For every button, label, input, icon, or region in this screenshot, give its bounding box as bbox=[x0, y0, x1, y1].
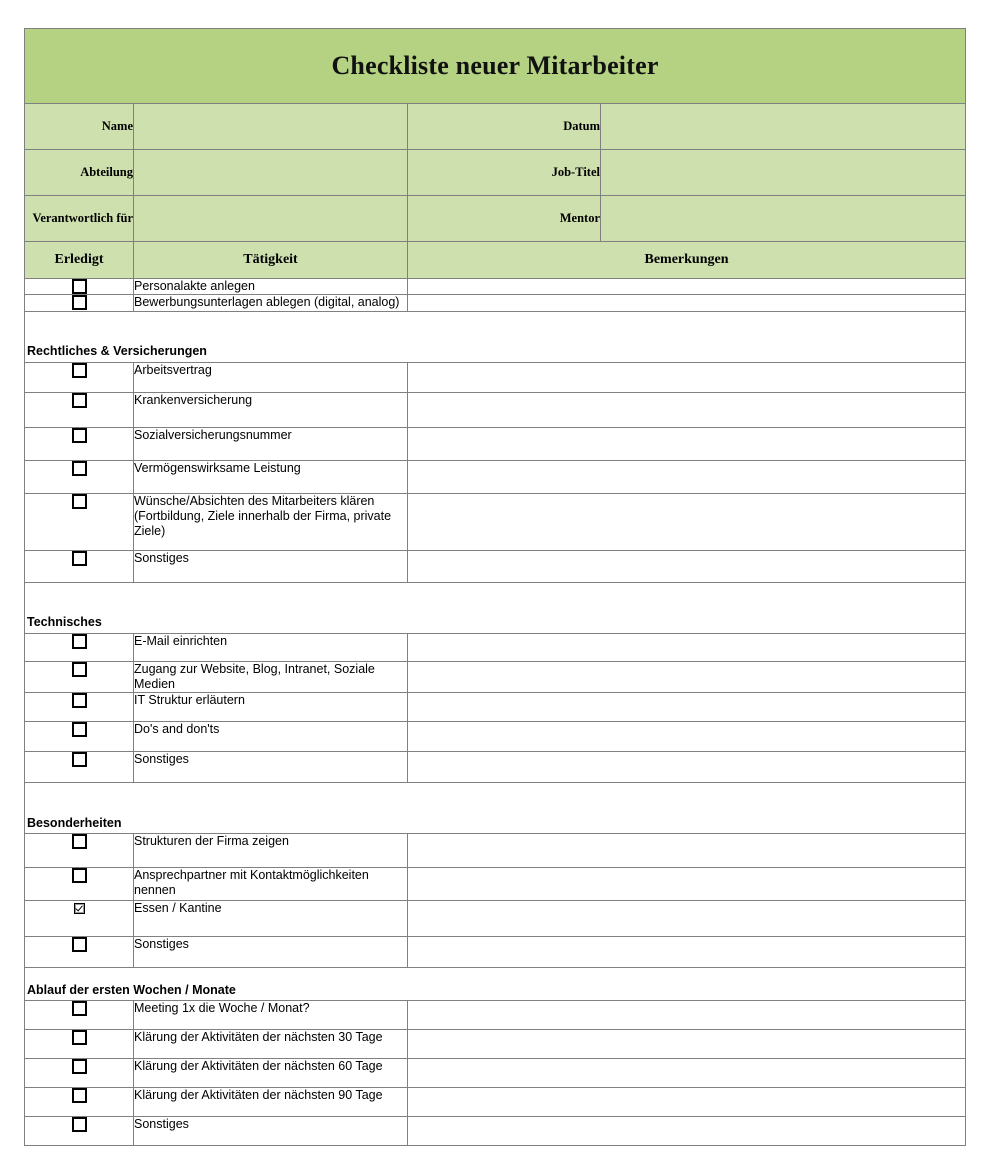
document-title: Checkliste neuer Mitarbeiter bbox=[25, 29, 966, 104]
task-row bbox=[25, 1001, 966, 1030]
column-header-done: Erledigt bbox=[25, 242, 134, 279]
remark-input[interactable] bbox=[408, 901, 966, 937]
remark-input[interactable] bbox=[408, 460, 966, 493]
meta-row bbox=[25, 196, 966, 242]
meta-label-right: Job-Titel bbox=[408, 150, 601, 196]
task-row bbox=[25, 427, 966, 460]
done-cell[interactable] bbox=[25, 1088, 134, 1117]
task-label: Do's and don'ts bbox=[134, 722, 408, 752]
task-row bbox=[25, 868, 966, 901]
checkbox-unchecked-icon[interactable] bbox=[72, 722, 87, 737]
done-cell[interactable] bbox=[25, 937, 134, 968]
task-row bbox=[25, 1030, 966, 1059]
remark-input[interactable] bbox=[408, 661, 966, 693]
remark-input[interactable] bbox=[408, 693, 966, 722]
task-row bbox=[25, 1088, 966, 1117]
task-row bbox=[25, 661, 966, 693]
checkbox-unchecked-icon[interactable] bbox=[72, 1030, 87, 1045]
remark-input[interactable] bbox=[408, 1088, 966, 1117]
meta-input-left[interactable] bbox=[134, 104, 408, 150]
remark-input[interactable] bbox=[408, 868, 966, 901]
done-cell[interactable] bbox=[25, 633, 134, 661]
done-cell[interactable] bbox=[25, 493, 134, 550]
done-cell[interactable] bbox=[25, 834, 134, 868]
column-header-remarks: Bemerkungen bbox=[408, 242, 966, 279]
checkbox-unchecked-icon[interactable] bbox=[72, 551, 87, 566]
checkbox-unchecked-icon[interactable] bbox=[72, 868, 87, 883]
remark-input[interactable] bbox=[408, 427, 966, 460]
meta-label-right: Mentor bbox=[408, 196, 601, 242]
meta-input-right[interactable] bbox=[601, 196, 966, 242]
section-heading-row bbox=[25, 582, 966, 633]
section-heading: Besonderheiten bbox=[25, 783, 966, 834]
meta-label-left: Name bbox=[25, 104, 134, 150]
done-cell[interactable] bbox=[25, 362, 134, 392]
task-row bbox=[25, 633, 966, 661]
done-cell[interactable] bbox=[25, 295, 134, 311]
remark-input[interactable] bbox=[408, 937, 966, 968]
checkbox-unchecked-icon[interactable] bbox=[72, 494, 87, 509]
remark-input[interactable] bbox=[408, 295, 966, 311]
remark-input[interactable] bbox=[408, 1030, 966, 1059]
checkbox-unchecked-icon[interactable] bbox=[72, 1088, 87, 1103]
task-label: Sonstiges bbox=[134, 752, 408, 783]
done-cell[interactable] bbox=[25, 550, 134, 582]
task-row bbox=[25, 550, 966, 582]
task-label: Sonstiges bbox=[134, 550, 408, 582]
checklist-table bbox=[24, 28, 966, 1146]
task-label: Personalakte anlegen bbox=[134, 279, 408, 295]
done-cell[interactable] bbox=[25, 279, 134, 295]
task-row bbox=[25, 834, 966, 868]
checkbox-unchecked-icon[interactable] bbox=[72, 295, 87, 310]
done-cell[interactable] bbox=[25, 752, 134, 783]
task-label: Krankenversicherung bbox=[134, 392, 408, 427]
task-row bbox=[25, 752, 966, 783]
remark-input[interactable] bbox=[408, 362, 966, 392]
column-header-task: Tätigkeit bbox=[134, 242, 408, 279]
task-row bbox=[25, 362, 966, 392]
meta-label-right: Datum bbox=[408, 104, 601, 150]
checkbox-unchecked-icon[interactable] bbox=[72, 662, 87, 677]
remark-input[interactable] bbox=[408, 1059, 966, 1088]
done-cell[interactable] bbox=[25, 427, 134, 460]
done-cell[interactable] bbox=[25, 1001, 134, 1030]
remark-input[interactable] bbox=[408, 633, 966, 661]
checkbox-unchecked-icon[interactable] bbox=[72, 1117, 87, 1132]
checkbox-unchecked-icon[interactable] bbox=[72, 461, 87, 476]
section-heading-row bbox=[25, 968, 966, 1001]
task-label: Arbeitsvertrag bbox=[134, 362, 408, 392]
done-cell[interactable] bbox=[25, 1117, 134, 1146]
column-header-row bbox=[25, 242, 966, 279]
meta-input-right[interactable] bbox=[601, 104, 966, 150]
done-cell[interactable] bbox=[25, 868, 134, 901]
checkbox-unchecked-icon[interactable] bbox=[72, 393, 87, 408]
checkbox-unchecked-icon[interactable] bbox=[72, 834, 87, 849]
remark-input[interactable] bbox=[408, 392, 966, 427]
remark-input[interactable] bbox=[408, 722, 966, 752]
done-cell[interactable] bbox=[25, 1059, 134, 1088]
section-heading-row bbox=[25, 311, 966, 362]
checkbox-unchecked-icon[interactable] bbox=[72, 1059, 87, 1074]
meta-input-right[interactable] bbox=[601, 150, 966, 196]
section-heading-row bbox=[25, 783, 966, 834]
meta-label-left: Verantwortlich für bbox=[25, 196, 134, 242]
task-label: E-Mail einrichten bbox=[134, 633, 408, 661]
done-cell[interactable] bbox=[25, 460, 134, 493]
section-heading: Technisches bbox=[25, 582, 966, 633]
remark-input[interactable] bbox=[408, 550, 966, 582]
task-row bbox=[25, 460, 966, 493]
task-label: Vermögenswirksame Leistung bbox=[134, 460, 408, 493]
meta-input-left[interactable] bbox=[134, 150, 408, 196]
remark-input[interactable] bbox=[408, 279, 966, 295]
task-row bbox=[25, 901, 966, 937]
meta-label-left: Abteilung bbox=[25, 150, 134, 196]
checkbox-unchecked-icon[interactable] bbox=[72, 693, 87, 708]
task-label: Sozialversicherungsnummer bbox=[134, 427, 408, 460]
task-row bbox=[25, 295, 966, 311]
task-row bbox=[25, 937, 966, 968]
task-label: Sonstiges bbox=[134, 937, 408, 968]
task-row bbox=[25, 722, 966, 752]
meta-input-left[interactable] bbox=[134, 196, 408, 242]
task-label: Bewerbungsunterlagen ablegen (digital, analog) bbox=[134, 295, 408, 311]
checkbox-checked-icon[interactable] bbox=[74, 903, 85, 914]
done-cell[interactable] bbox=[25, 901, 134, 937]
task-label: Sonstiges bbox=[134, 1117, 408, 1146]
task-label: Zugang zur Website, Blog, Intranet, Soziale Medien bbox=[134, 661, 408, 693]
task-label: Ansprechpartner mit Kontaktmöglichkeiten nennen bbox=[134, 868, 408, 901]
task-label: Strukturen der Firma zeigen bbox=[134, 834, 408, 868]
done-cell[interactable] bbox=[25, 392, 134, 427]
checkbox-unchecked-icon[interactable] bbox=[72, 428, 87, 443]
meta-row bbox=[25, 150, 966, 196]
task-label: Klärung der Aktivitäten der nächsten 30 Tage bbox=[134, 1030, 408, 1059]
done-cell[interactable] bbox=[25, 722, 134, 752]
checkbox-unchecked-icon[interactable] bbox=[72, 752, 87, 767]
task-row bbox=[25, 1059, 966, 1088]
title-row bbox=[25, 29, 966, 104]
remark-input[interactable] bbox=[408, 493, 966, 550]
checkbox-unchecked-icon[interactable] bbox=[72, 279, 87, 294]
task-label: IT Struktur erläutern bbox=[134, 693, 408, 722]
remark-input[interactable] bbox=[408, 752, 966, 783]
task-row bbox=[25, 1117, 966, 1146]
section-heading: Ablauf der ersten Wochen / Monate bbox=[25, 968, 966, 1001]
done-cell[interactable] bbox=[25, 693, 134, 722]
task-label: Klärung der Aktivitäten der nächsten 60 Tage bbox=[134, 1059, 408, 1088]
checkbox-unchecked-icon[interactable] bbox=[72, 1001, 87, 1016]
section-heading: Rechtliches & Versicherungen bbox=[25, 311, 966, 362]
task-label: Meeting 1x die Woche / Monat? bbox=[134, 1001, 408, 1030]
checkbox-unchecked-icon[interactable] bbox=[72, 363, 87, 378]
done-cell[interactable] bbox=[25, 1030, 134, 1059]
meta-row bbox=[25, 104, 966, 150]
done-cell[interactable] bbox=[25, 661, 134, 693]
task-row bbox=[25, 493, 966, 550]
task-label: Klärung der Aktivitäten der nächsten 90 Tage bbox=[134, 1088, 408, 1117]
task-label: Essen / Kantine bbox=[134, 901, 408, 937]
checkbox-unchecked-icon[interactable] bbox=[72, 937, 87, 952]
task-row bbox=[25, 693, 966, 722]
task-label: Wünsche/Absichten des Mitarbeiters klären (Fortbildung, Ziele innerhalb der Firma, private Ziele) bbox=[134, 493, 408, 550]
remark-input[interactable] bbox=[408, 834, 966, 868]
task-row bbox=[25, 279, 966, 295]
remark-input[interactable] bbox=[408, 1001, 966, 1030]
checkbox-unchecked-icon[interactable] bbox=[72, 634, 87, 649]
remark-input[interactable] bbox=[408, 1117, 966, 1146]
task-row bbox=[25, 392, 966, 427]
